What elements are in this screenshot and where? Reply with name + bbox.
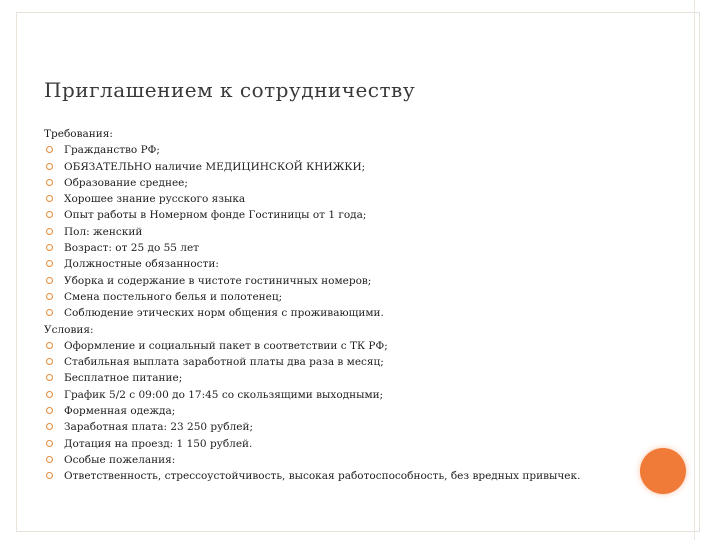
requirement-item-text: Пол: женский	[64, 225, 143, 238]
ring-bullet-icon	[46, 423, 53, 430]
requirement-item-text: Опыт работы в Номерном фонде Гостиницы от 1 года;	[64, 209, 367, 222]
ring-bullet-icon	[46, 146, 53, 153]
condition-item-text: Бесплатное питание;	[64, 372, 183, 385]
conditions-list	[44, 338, 664, 485]
requirement-item	[44, 191, 664, 207]
condition-item	[44, 452, 664, 468]
ring-bullet-icon	[46, 342, 53, 349]
ring-bullet-icon	[46, 244, 53, 251]
condition-item-text: Ответственность, стрессоустойчивость, высокая работоспособность, без вредных привычек.	[64, 470, 581, 483]
condition-item-text: Форменная одежда;	[64, 405, 176, 418]
ring-bullet-icon	[46, 277, 53, 284]
requirement-item-text: Хорошее знание русского языка	[64, 193, 246, 206]
ring-bullet-icon	[46, 309, 53, 316]
condition-item-text: Особые пожелания:	[64, 453, 176, 466]
condition-item	[44, 387, 664, 403]
orange-circle-decoration	[640, 448, 686, 494]
ring-bullet-icon	[46, 391, 53, 398]
requirement-item-text: Соблюдение этических норм общения с проживающими.	[64, 307, 384, 320]
ring-bullet-icon	[46, 407, 53, 414]
requirement-item	[44, 175, 664, 191]
ring-bullet-icon	[46, 195, 53, 202]
requirement-item-text: ОБЯЗАТЕЛЬНО наличие МЕДИЦИНСКОЙ КНИЖКИ;	[64, 160, 366, 173]
condition-item	[44, 468, 664, 484]
condition-item	[44, 370, 664, 386]
ring-bullet-icon	[46, 358, 53, 365]
conditions-label: Условия:	[44, 323, 94, 336]
requirement-item-text: Уборка и содержание в чистоте гостиничных номеров;	[64, 274, 372, 287]
condition-item	[44, 403, 664, 419]
requirements-label: Требования:	[44, 128, 113, 140]
frame-right-line	[694, 0, 695, 540]
ring-bullet-icon	[46, 293, 53, 300]
ring-bullet-icon	[46, 440, 53, 447]
condition-item	[44, 436, 664, 452]
requirement-item-text: Должностные обязанности:	[64, 258, 219, 271]
condition-item	[44, 354, 664, 370]
requirement-item	[44, 305, 664, 321]
requirement-item	[44, 256, 664, 272]
condition-item-text: График 5/2 с 09:00 до 17:45 со скользящими выходными;	[64, 388, 384, 401]
condition-item-text: Оформление и социальный пакет в соответствии с ТК РФ;	[64, 339, 388, 352]
ring-bullet-icon	[46, 456, 53, 463]
condition-item	[44, 338, 664, 354]
condition-item	[44, 419, 664, 435]
requirement-item	[44, 142, 664, 158]
condition-item-text: Заработная плата: 23 250 рублей;	[64, 421, 254, 434]
slide-content	[44, 126, 664, 485]
requirement-item-text: Образование среднее;	[64, 176, 188, 189]
condition-item-text: Дотация на проезд: 1 150 рублей.	[64, 437, 253, 450]
requirement-item-text: Гражданство РФ;	[64, 144, 160, 157]
requirement-item	[44, 224, 664, 240]
requirement-item	[44, 289, 664, 305]
requirement-item	[44, 240, 664, 256]
requirement-item	[44, 159, 664, 175]
ring-bullet-icon	[46, 179, 53, 186]
ring-bullet-icon	[46, 472, 53, 479]
requirement-item	[44, 273, 664, 289]
ring-bullet-icon	[46, 228, 53, 235]
requirement-item-text: Возраст: от 25 до 55 лет	[64, 242, 199, 255]
requirements-list	[44, 142, 664, 321]
ring-bullet-icon	[46, 211, 53, 218]
requirement-item	[44, 207, 664, 223]
ring-bullet-icon	[46, 163, 53, 170]
slide-title: Приглашением к сотрудничеству	[44, 78, 416, 102]
ring-bullet-icon	[46, 260, 53, 267]
ring-bullet-icon	[46, 374, 53, 381]
condition-item-text: Стабильная выплата заработной платы два раза в месяц;	[64, 356, 384, 369]
requirement-item-text: Смена постельного белья и полотенец;	[64, 290, 283, 303]
